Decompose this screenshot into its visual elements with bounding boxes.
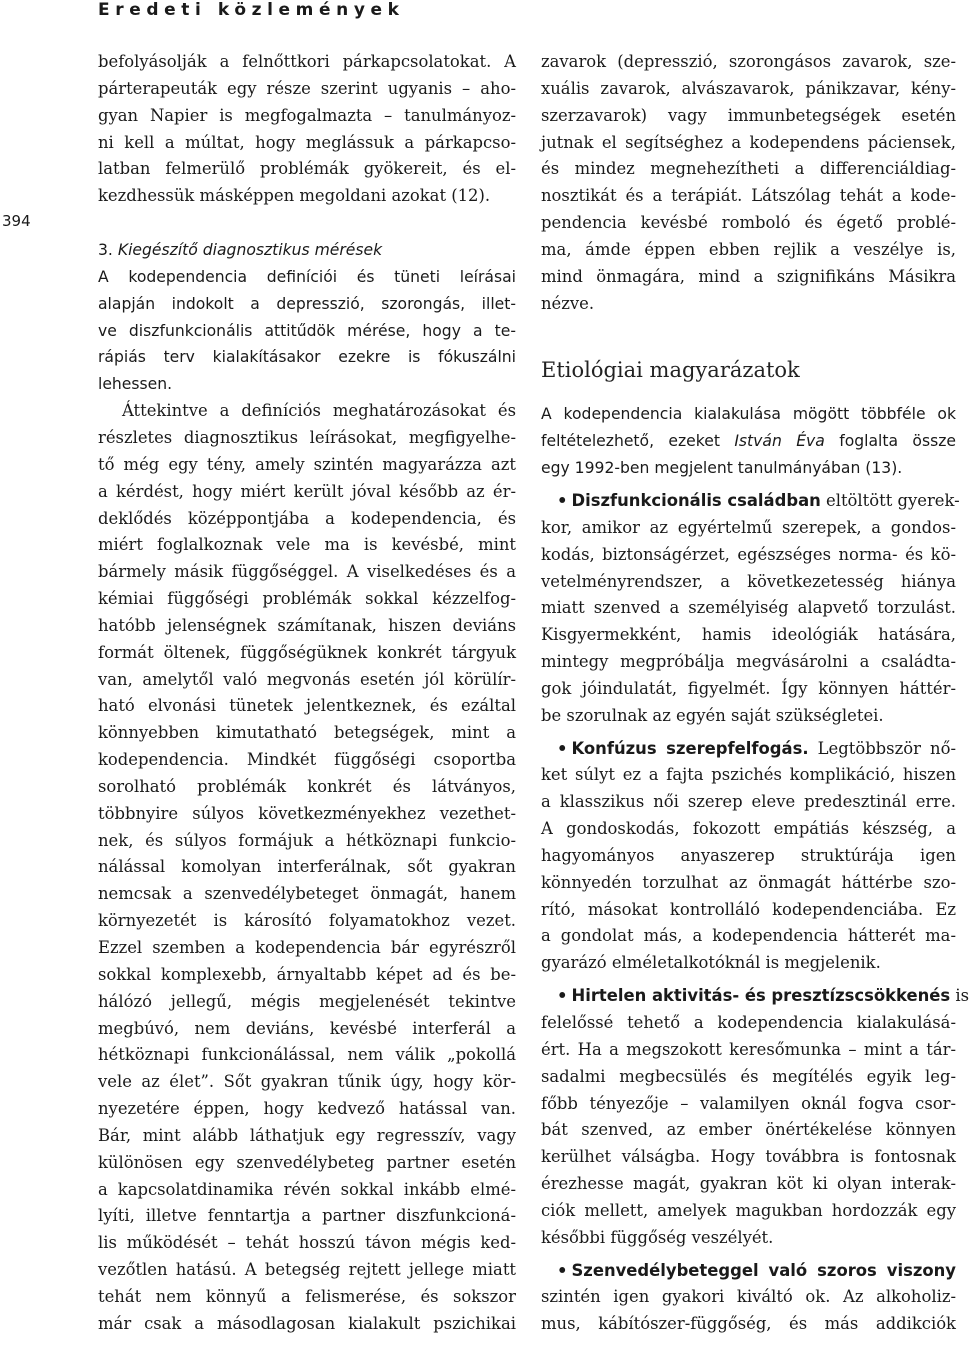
text-line: kodás, biztonságérzet, egészséges norma- és kö- [541, 544, 956, 564]
text-line: ni kell a múltat, hogy meglássuk a párkapcso- [98, 132, 516, 152]
text-line: nemcsak a szenvedélybeteget önmagát, hanem [98, 884, 516, 904]
text-line: egy 1992-ben megjelent tanulmányában (13). [541, 459, 903, 478]
text-line: mind önmagára, mind a szignifikáns Másikra [541, 266, 956, 286]
text-line: ve diszfunkcionális attitűdök mérése, hogy a te- [98, 321, 516, 340]
text-line: vezőtlen hatású. A betegség rejtett jellege miatt [98, 1260, 516, 1280]
text-line: párterapeuták egy része szerint ugyanis – aho- [98, 78, 516, 98]
text-line: szintén igen gyakori kiváltó ok. Az alkoholiz- [541, 1287, 956, 1307]
text-line: többnyire súlyos következményekhez vezethet- [98, 803, 516, 823]
text-line: van, amelytől való megvonás esetén jól körülír- [98, 669, 516, 689]
text-line: ért. Ha a megszokott keresőmunka – mint a tár- [541, 1039, 956, 1059]
text-line: ható elvonási tünetek jelentkeznek, és ezáltal [98, 696, 516, 716]
text-line: hálózó jellegű, mégis megjelenését tekintve [98, 991, 516, 1011]
bullet-item [541, 488, 960, 730]
text-line: ket súlyt ez a fajta pszichés komplikáció, hiszen [541, 765, 956, 785]
text-line: Ezzel szemben a kodependencia bár egyrészről [98, 938, 516, 957]
text-line: miért foglalkoznak vele ma is kevésbé, mint [98, 535, 516, 555]
text-line: kémiai függőségi problémák sokkal kézzelfog- [98, 589, 516, 609]
text-line: gyan Napier is megfogalmazta – tanulmányoz- [98, 105, 516, 125]
right-column [541, 49, 969, 1338]
text-line: feltételezhető, ezeket István Éva foglalta össze [541, 432, 956, 451]
text-line: ciók mellett, amelyek magukban hordozzák egy [541, 1200, 956, 1220]
text-line: • Hirtelen aktivitás- és presztízscsökkenés is [557, 986, 969, 1006]
text-line: nosztikát és a terápiát. Látszólag tehát a kode- [541, 186, 956, 206]
text-line: hagyományos anyaszerep struktúrája igen [541, 845, 956, 865]
bullet-item [541, 1258, 956, 1339]
subheading [98, 237, 516, 264]
text-line: bármely másik függőséggel. A viselkedéses és a [98, 562, 516, 582]
text-line: nálással komolyan interferálnak, sőt gyakran [98, 857, 516, 877]
left-column [98, 49, 516, 1338]
text-line: kerülhet válságba. Hogy továbbra is fontosnak [541, 1147, 956, 1167]
text-line: környezetét is károsító folyamatokhoz vezet. [98, 911, 516, 931]
text-line: Áttekintve a definíciós meghatározásokat és [122, 401, 516, 421]
text-line: • Konfúzus szerepfelfogás. Legtöbbször nő- [557, 738, 956, 758]
text-line: bát szenved, az ember önértékelése könnyen [541, 1120, 956, 1140]
text-line: mus, kábítószer-függőség, és más addikciók [541, 1314, 956, 1334]
text-line: lis működését – tehát hosszú távon mégis ked- [98, 1233, 516, 1253]
text-line: deklődés középpontjába a kodependencia, és [98, 508, 516, 528]
text-line: kor, amikor az egyértelmű szerepek, a gondos- [541, 517, 956, 537]
text-line: nyezetére éppen, hogy kedvező hatással van. [98, 1099, 516, 1119]
text-line: érezhesse magát, gyakran köt ki olyan interak- [541, 1174, 956, 1194]
bullet-item [541, 983, 969, 1251]
etiology-intro [541, 401, 956, 482]
text-line: a klasszikus női szerep eleve predesztinál erre. [541, 792, 956, 812]
text-line: és mindez megnehezítheti a differenciáldiag- [541, 159, 956, 179]
text-line: rító, másokat kontrolláló kodependenciába. Ez [541, 899, 956, 919]
text-line: tehát nem könnyű a felismerése, és sokszor [98, 1286, 516, 1306]
section-title: Etiológiai magyarázatok [541, 358, 800, 383]
author-name: István Éva [734, 432, 825, 451]
intro-paragraph [98, 49, 516, 210]
text-line: formát öltenek, függőségüknek konkrét tárgyuk [98, 642, 516, 662]
text-line: főbb tényezője – valamilyen oknál fogva csor- [541, 1093, 956, 1113]
text-line: könnyebben kimutatható betegségek, mint a [98, 723, 516, 743]
text-line: A kodependencia definíciói és tüneti leírásai [98, 267, 516, 286]
text-line: könnyedén torzulhat az önmagát háttérbe szo- [541, 872, 956, 892]
paragraph-measures [98, 264, 516, 398]
text-line: már csak a másodlagosan kialakult pszichikai [98, 1313, 516, 1333]
text-line: alapján indokolt a depresszió, szorongás, illet- [98, 294, 516, 313]
text-line: pendencia kevésbé romboló és égető problé- [541, 213, 956, 233]
text-line: lehessen. [98, 375, 173, 394]
text-line: Kisgyermekként, hamis ideológiák hatására, [541, 625, 956, 645]
text-line: rápiás terv kialakításakor ezekre is fókuszálni [98, 348, 516, 367]
paragraph-overview [98, 398, 516, 1338]
text-line: vetelményrendszer, a következetesség hiánya [541, 571, 956, 591]
text-line: ma, ámde éppen ebben rejlik a veszélye is, [541, 239, 956, 259]
text-line: vele az élet”. Sőt gyakran tűnik úgy, hogy kör- [98, 1072, 516, 1092]
text-line: befolyásolják a felnőttkori párkapcsolatokat. A [98, 52, 516, 71]
text-line: sorolható problémák konkrét és látványos, [98, 776, 516, 796]
paragraph-continuation [541, 49, 956, 291]
text-line: A gondoskodás, fokozott empátiás készség, a [541, 819, 956, 839]
text-line: nézve. [541, 293, 595, 313]
text-line: részletes diagnosztikus leírásokat, megfigyelhe- [98, 427, 516, 447]
text-line: sokkal komplexebb, árnyaltabb képet ad és be- [98, 964, 516, 984]
text-line: latban felmerülő problémák gyökereit, és el- [98, 159, 516, 179]
text-line: szerzavarok) vagy immunbetegségek esetén [541, 105, 956, 125]
text-line: hatóbb jelenségnek számítanak, hiszen deviáns [98, 615, 516, 635]
text-line: a gondolat más, a kodependencia hátterét ma- [541, 926, 956, 946]
text-line: jutnak el segítséghez a kodependens páciensek, [541, 132, 956, 152]
text-line: sadalmi megbecsülés és megítélés egyik leg- [541, 1066, 956, 1086]
text-line: A kodependencia kialakulása mögött többféle ok [541, 405, 956, 424]
page-number: 394 [2, 212, 31, 230]
text-line: Bár, mint alább láthatjuk egy regresszív, vagy [98, 1125, 516, 1145]
text-line: felelőssé tehető a kodependencia kialakulásá- [541, 1013, 956, 1032]
text-line: miatt szenved a személyiség alapvető torzulást. [541, 598, 956, 618]
text-line: kodependencia. Mindkét függőségi csoportba [98, 750, 516, 770]
section-header: Eredeti közlemények [98, 0, 405, 20]
text-line: gyarázó elméletalkotóknál is megjelenik. [541, 953, 881, 973]
text-line: későbbi függőség veszélyét. [541, 1227, 774, 1247]
subheading-title: Kiegészítő diagnosztikus mérések [117, 241, 383, 260]
text-line: tő még egy tény, amely szintén magyarázza azt [98, 454, 516, 474]
text-line: xuális zavarok, alvászavarok, pánikzavar, kény- [541, 78, 956, 98]
text-line: a kapcsolatdinamika révén sokkal inkább elmé- [98, 1179, 516, 1199]
text-line: a kérdést, hogy miért került jóval később az ér- [98, 481, 516, 501]
bullet-item [541, 736, 956, 978]
subheading-number: 3. [98, 241, 113, 260]
text-line: kezdhessük másképpen megoldani azokat (12). [98, 186, 491, 206]
text-line: mintegy megpróbálja megvásárolni a családta- [541, 652, 956, 672]
text-line: gok jóindulatát, figyelmét. Így könnyen háttér- [541, 678, 956, 698]
text-line: megbúvó, nem deviáns, kevésbé interferál a [98, 1018, 516, 1038]
text-line: lyíti, illetve fenntartja a partner diszfunkcioná- [98, 1206, 516, 1226]
text-line: be szorulnak az egyén saját szükségletei. [541, 705, 884, 725]
text-line: zavarok (depresszió, szorongásos zavarok, sze- [541, 52, 956, 71]
text-line: különösen egy szenvedélybeteg partner esetén [98, 1152, 516, 1172]
text-line: hétköznapi funkcionálással, nem válik „pokollá [98, 1045, 516, 1065]
text-line: • Diszfunkcionális családban eltöltött gyerek- [557, 490, 960, 510]
text-line: nek, és súlyos formájuk a hétköznapi funkcio- [98, 830, 516, 850]
text-line: • Szenvedélybeteggel való szoros viszony [557, 1260, 956, 1280]
